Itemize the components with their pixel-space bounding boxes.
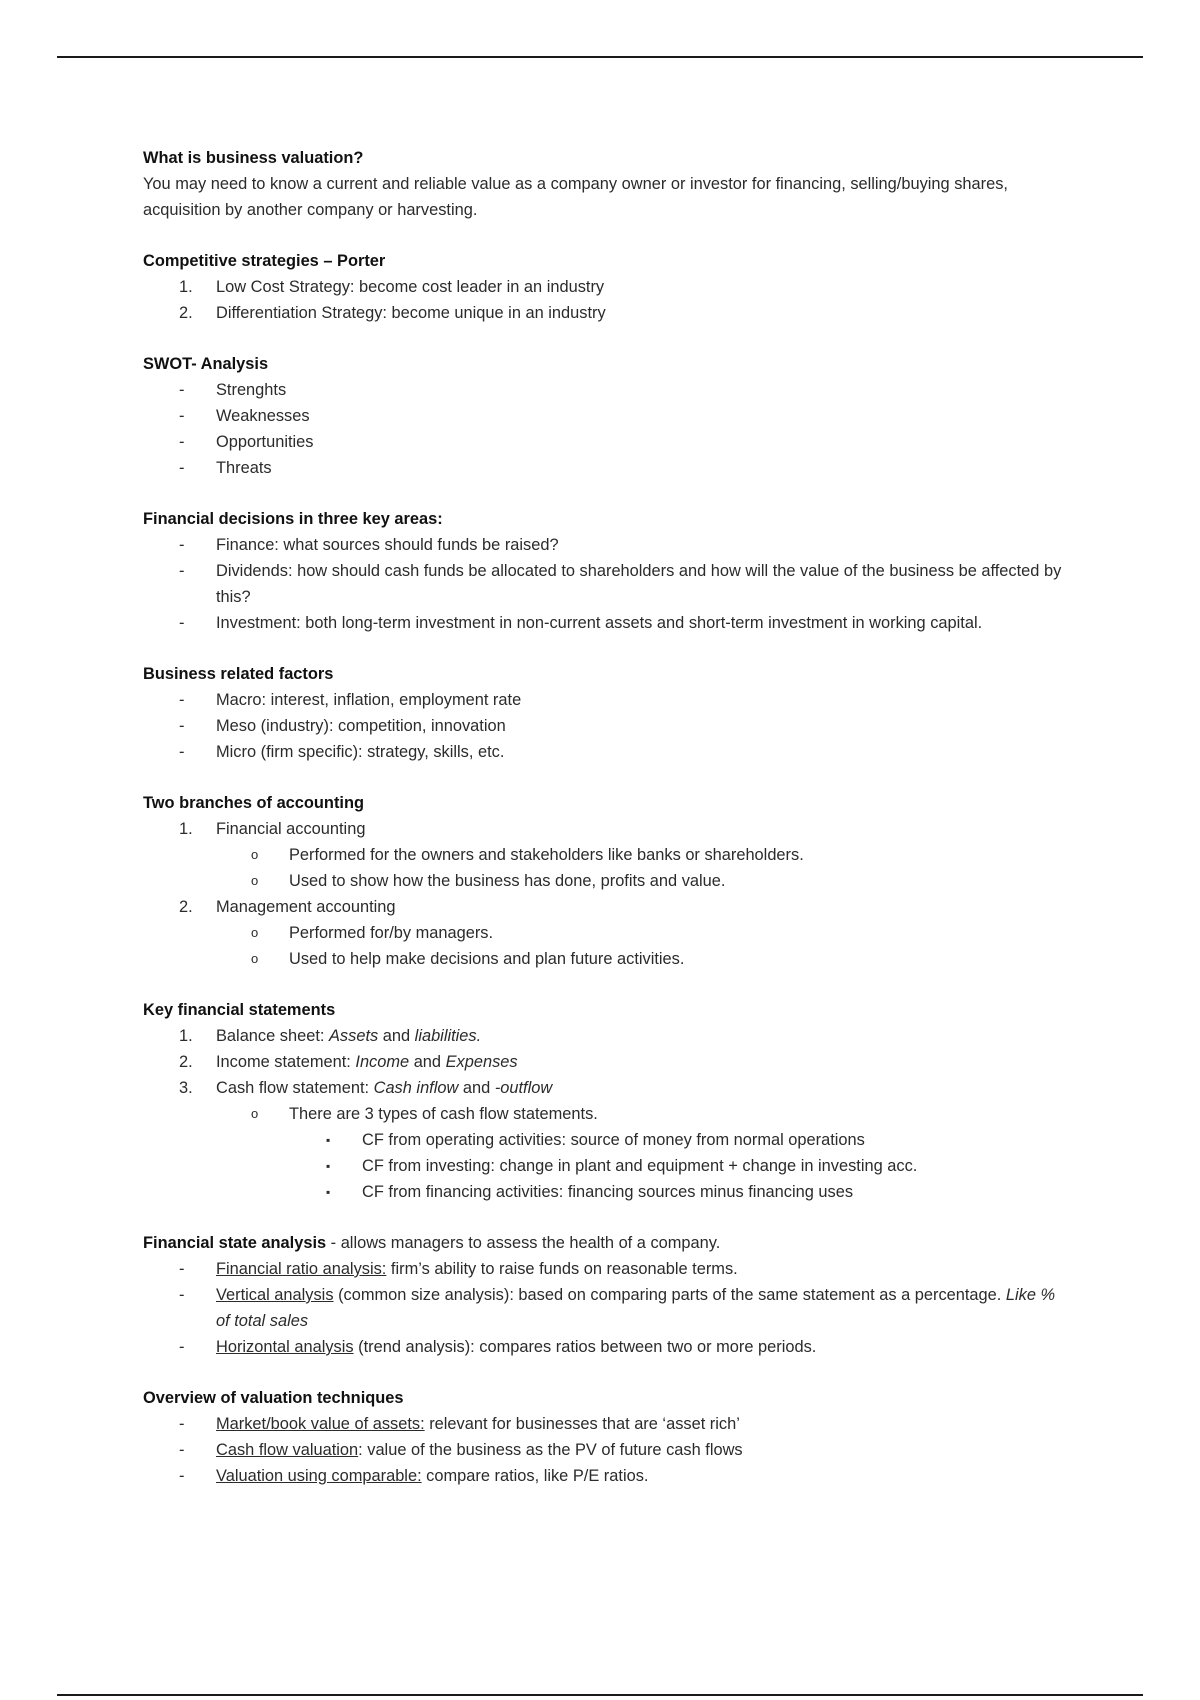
dash-bullet: - [179,1467,185,1485]
circle-bullet: o [251,847,259,862]
section-swot [143,351,1063,481]
list-item-lead: Balance sheet: [216,1027,329,1045]
sub-list-item-text: Used to help make decisions and plan future activities. [289,950,685,968]
sub-sub-list-item-text: CF from operating activities: source of money from normal operations [362,1131,865,1149]
section-heading: Business related factors [143,665,334,683]
list-item-text: Meso (industry): competition, innovation [216,717,506,735]
list-item-text: : value of the business as the PV of future cash flows [358,1441,743,1459]
list-number: 1. [179,1027,193,1045]
sub-list-item [143,842,1063,868]
list-number: 1. [179,278,193,296]
sub-list-item [143,946,1063,972]
list-number: 2. [179,898,193,916]
dash-bullet: - [179,691,185,709]
list-item-text: Micro (firm specific): strategy, skills, etc. [216,743,505,761]
list-item-text: Management accounting [216,898,396,916]
list-item [143,610,1063,636]
section-valuation-techniques [143,1385,1063,1489]
list-item-lead: Cash flow statement: [216,1079,374,1097]
list-item-text: Investment: both long-term investment in non-current assets and short-term investment in working capital. [216,614,983,632]
dash-bullet: - [179,1286,185,1304]
list-item-emphasis: liabilities. [414,1027,482,1045]
list-item-lead: Income statement: [216,1053,356,1071]
list-item [143,1023,1063,1049]
dash-bullet: - [179,433,185,451]
list-item [143,429,1063,455]
section-heading: SWOT- Analysis [143,355,269,373]
list-item [143,894,1063,920]
list-item [143,558,1063,610]
list-item-text: Threats [216,459,272,477]
section-business-factors [143,661,1063,765]
dash-bullet: - [179,1338,185,1356]
dash-bullet: - [179,459,185,477]
section-business-valuation [143,145,1063,223]
section-financial-decisions [143,506,1063,636]
list-item-joiner: and [409,1053,446,1071]
list-number: 1. [179,820,193,838]
underlined-term: Cash flow valuation [216,1441,359,1459]
list-item-text: Weaknesses [216,407,310,425]
section-heading: Two branches of accounting [143,794,364,812]
section-heading: Key financial statements [143,1001,336,1019]
dash-bullet: - [179,1415,185,1433]
section-financial-state-analysis [143,1230,1063,1360]
sub-list-item [143,920,1063,946]
circle-bullet: o [251,873,259,888]
sub-sub-list-item [143,1153,1063,1179]
list-item-text: compare ratios, like P/E ratios. [421,1467,649,1485]
square-bullet: ▪ [326,1159,331,1173]
sub-sub-list-item [143,1179,1063,1205]
section-accounting-branches [143,790,1063,972]
list-item-text: (trend analysis): compares ratios between two or more periods. [353,1338,817,1356]
list-item-emphasis: Cash inflow [373,1079,459,1097]
list-item-emphasis: Expenses [445,1053,518,1071]
sub-sub-list-item [143,1127,1063,1153]
list-item-joiner: and [378,1027,415,1045]
circle-bullet: o [251,951,259,966]
sub-list-item [143,868,1063,894]
square-bullet: ▪ [326,1133,331,1147]
underlined-term: Market/book value of assets: [216,1415,425,1433]
list-item [143,455,1063,481]
list-item [143,1282,1063,1334]
list-number: 3. [179,1079,193,1097]
sub-list-item-text: Used to show how the business has done, profits and value. [289,872,726,890]
list-item [143,816,1063,842]
dash-bullet: - [179,407,185,425]
sub-sub-list-item-text: CF from financing activities: financing sources minus financing uses [362,1183,854,1201]
square-bullet: ▪ [326,1185,331,1199]
list-item [143,1411,1063,1437]
dash-bullet: - [179,536,185,554]
list-item [143,300,1063,326]
list-item [143,1075,1063,1101]
underlined-term: Vertical analysis [216,1286,334,1304]
list-item-text: Dividends: how should cash funds be allocated to shareholders and how will the value of the business be affected by this? [216,562,1062,606]
list-item [143,403,1063,429]
sub-list-item-text: Performed for/by managers. [289,924,494,942]
list-item-text: Opportunities [216,433,314,451]
list-number: 2. [179,304,193,322]
section-heading: Competitive strategies – Porter [143,252,386,270]
section-heading: Financial decisions in three key areas: [143,510,443,528]
section-heading: What is business valuation? [143,149,364,167]
list-item-emphasis: Assets [329,1027,379,1045]
list-item [143,274,1063,300]
list-item-joiner: and [458,1079,495,1097]
list-number: 2. [179,1053,193,1071]
section-heading-rest: - allows managers to assess the health of a company. [326,1234,721,1252]
list-item [143,739,1063,765]
list-item-text: Financial accounting [216,820,366,838]
list-item [143,532,1063,558]
list-item [143,1437,1063,1463]
section-paragraph: You may need to know a current and reliable value as a company owner or investor for financing, selling/buying shares, acquisition by another company or harvesting. [143,175,1008,219]
list-item-text: relevant for businesses that are ‘asset rich’ [424,1415,740,1433]
sub-list-item [143,1101,1063,1127]
sub-list-item-text: There are 3 types of cash flow statements. [289,1105,598,1123]
dash-bullet: - [179,381,185,399]
list-item [143,1256,1063,1282]
dash-bullet: - [179,562,185,580]
list-item-text: Differentiation Strategy: become unique in an industry [216,304,606,322]
dash-bullet: - [179,717,185,735]
list-item-text: (common size analysis): based on comparing parts of the same statement as a percentage. [333,1286,1006,1304]
document-body [143,145,1063,1514]
list-item [143,1049,1063,1075]
list-item [143,1334,1063,1360]
dash-bullet: - [179,614,185,632]
list-item [143,377,1063,403]
circle-bullet: o [251,1106,259,1121]
circle-bullet: o [251,925,259,940]
list-item-text: Low Cost Strategy: become cost leader in an industry [216,278,605,296]
section-key-statements [143,997,1063,1205]
list-item [143,713,1063,739]
section-competitive-strategies [143,248,1063,326]
list-item [143,1463,1063,1489]
list-item-text: Macro: interest, inflation, employment rate [216,691,522,709]
underlined-term: Valuation using comparable: [216,1467,422,1485]
list-item-text: Finance: what sources should funds be raised? [216,536,559,554]
list-item-emphasis: Like % of total sales [216,1286,1056,1330]
sub-sub-list-item-text: CF from investing: change in plant and equipment + change in investing acc. [362,1157,918,1175]
section-heading: Financial state analysis [143,1234,327,1252]
header-rule [57,56,1143,58]
section-heading-line [143,1230,1063,1256]
dash-bullet: - [179,743,185,761]
list-item-emphasis: -outflow [494,1079,553,1097]
list-item-emphasis: Income [355,1053,410,1071]
footer-rule [57,1694,1143,1696]
list-item [143,687,1063,713]
list-item-text: Strenghts [216,381,287,399]
dash-bullet: - [179,1441,185,1459]
list-item-text: firm’s ability to raise funds on reasonable terms. [386,1260,738,1278]
underlined-term: Financial ratio analysis: [216,1260,387,1278]
underlined-term: Horizontal analysis [216,1338,354,1356]
dash-bullet: - [179,1260,185,1278]
sub-list-item-text: Performed for the owners and stakeholders like banks or shareholders. [289,846,804,864]
section-heading: Overview of valuation techniques [143,1389,404,1407]
